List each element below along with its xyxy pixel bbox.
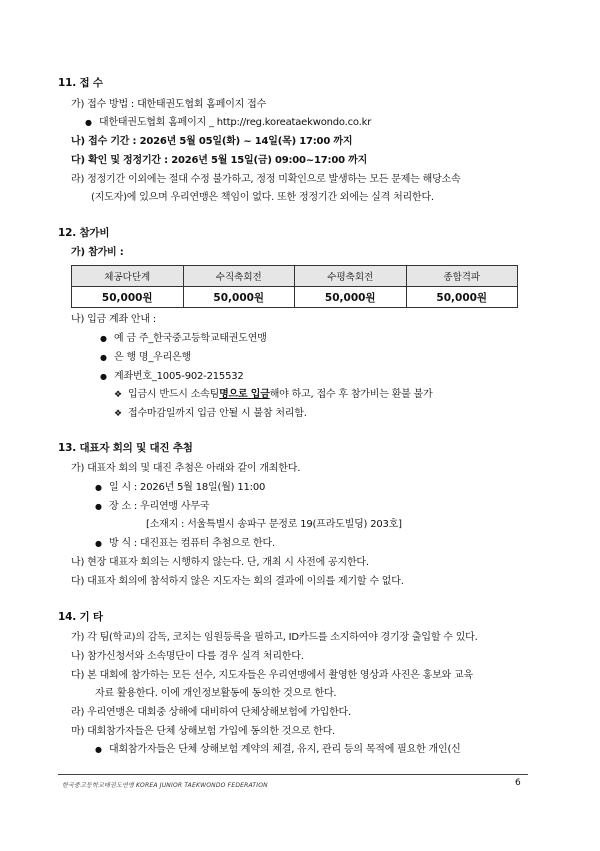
section-12-heading: 12. 참가비 <box>58 227 110 239</box>
fee-header: 종합격파 <box>406 266 518 287</box>
s14-item-e: 마) 대회참가자들은 단체 상해보험 가입에 동의한 것으로 한다. <box>71 726 336 737</box>
draw-method-bullet: ● 방 식 : 대진표는 컴퓨터 추첨으로 한다. <box>95 537 275 551</box>
s13-item-b: 나) 현장 대표자 회의는 시행하지 않는다. 단, 개최 시 사전에 공지한다. <box>71 557 369 568</box>
s11-website-bullet: ● 대한태권도협회 홈페이지 _ http://reg.koreataekwondo.co.kr <box>85 116 371 130</box>
deposit-note-1-emphasis: 명으로 입금 <box>219 389 270 400</box>
deposit-note-2: ❖ 접수마감일까지 입금 안될 시 불참 처리함. <box>114 407 307 421</box>
fee-value: 50,000원 <box>183 287 295 308</box>
footer-divider <box>58 774 528 775</box>
fee-value: 50,000원 <box>406 287 518 308</box>
s11-item-c-correction: 다) 확인 및 정정기간 : 2026년 5월 15일(금) 09:00~17:00 까지 <box>71 155 368 166</box>
fee-header: 체공다단계 <box>72 266 184 287</box>
page-number: 6 <box>515 778 521 788</box>
s11-item-b-period: 나) 접수 기간 : 2026년 5월 05일(화) ~ 14일(목) 17:00 까지 <box>71 136 353 147</box>
deposit-note-1-pre: 입금시 반드시 소속팀 <box>128 389 220 400</box>
s14-insurance-bullet: ● 대회참가자들은 단체 상해보험 계약의 체결, 유지, 관리 등의 목적에 필요한 개인(신 <box>95 743 461 757</box>
fee-value: 50,000원 <box>72 287 184 308</box>
s11-item-a: 가) 접수 방법 : 대한태권도협회 홈페이지 접수 <box>71 99 267 110</box>
section-13-heading: 13. 대표자 회의 및 대진 추첨 <box>58 442 193 454</box>
fee-header: 수평축회전 <box>295 266 407 287</box>
section-11-heading: 11. 접 수 <box>58 77 103 89</box>
fee-header: 수직축회전 <box>183 266 295 287</box>
fee-table <box>71 265 518 308</box>
footer-organization: 한국중고등학교태권도연맹 KOREA JUNIOR TAEKWONDO FEDERATION <box>62 782 268 789</box>
s14-item-a: 가) 각 팀(학교)의 감독, 코치는 임원등록을 필하고, ID카드를 소지하여야 경기장 출입할 수 있다. <box>71 632 478 643</box>
s13-item-a: 가) 대표자 회의 및 대진 추첨은 아래와 같이 개최한다. <box>71 463 301 474</box>
s11-item-d-line1: 라) 정정기간 이외에는 절대 수정 불가하고, 정정 미확인으로 발생하는 모든 문제는 해당소속 <box>71 174 461 185</box>
fee-table-header-row <box>72 266 518 287</box>
s13-item-c: 다) 대표자 회의에 참석하지 않은 지도자는 회의 결과에 이의를 제기할 수 없다. <box>71 576 404 587</box>
s14-item-b: 나) 참가신청서와 소속명단이 다를 경우 실격 처리한다. <box>71 651 304 662</box>
bank-name-bullet: ● 은 행 명_우리은행 <box>100 351 191 365</box>
account-holder-bullet: ● 예 금 주_한국중고등학교태권도연맹 <box>100 332 267 346</box>
s14-item-c-line2: 자료 활용한다. 이에 개인정보활동에 동의한 것으로 한다. <box>95 688 337 699</box>
meeting-datetime-bullet: ● 일 시 : 2026년 5월 18일(월) 11:00 <box>95 481 265 495</box>
s12-item-a: 가) 참가비 : <box>71 247 124 258</box>
deposit-note-1-post: 해야 하고, 접수 후 참가비는 환불 불가 <box>269 389 433 400</box>
fee-table-value-row <box>72 287 518 308</box>
deposit-note-1 <box>114 388 432 402</box>
s14-item-d: 라) 우리연맹은 대회중 상해에 대비하여 단체상해보험에 가입한다. <box>71 707 351 718</box>
account-number-bullet: ● 계좌번호_1005-902-215532 <box>100 370 244 384</box>
meeting-place-bullet: ● 장 소 : 우리연맹 사무국 <box>95 500 209 514</box>
fee-value: 50,000원 <box>295 287 407 308</box>
s11-item-d-line2: (지도자)에 있으며 우리연맹은 책임이 없다. 또한 정정기간 외에는 실격 처리한다. <box>91 192 434 203</box>
meeting-address: [소재지 : 서울특별시 송파구 문정로 19(프라도빌딩) 203호] <box>146 519 402 530</box>
section-14-heading: 14. 기 타 <box>58 611 103 623</box>
s12-item-b: 나) 입금 계좌 안내 : <box>71 314 157 325</box>
s14-item-c-line1: 다) 본 대회에 참가하는 모든 선수, 지도자들은 우리연맹에서 촬영한 영상과 사진은 홍보와 교육 <box>71 670 473 681</box>
